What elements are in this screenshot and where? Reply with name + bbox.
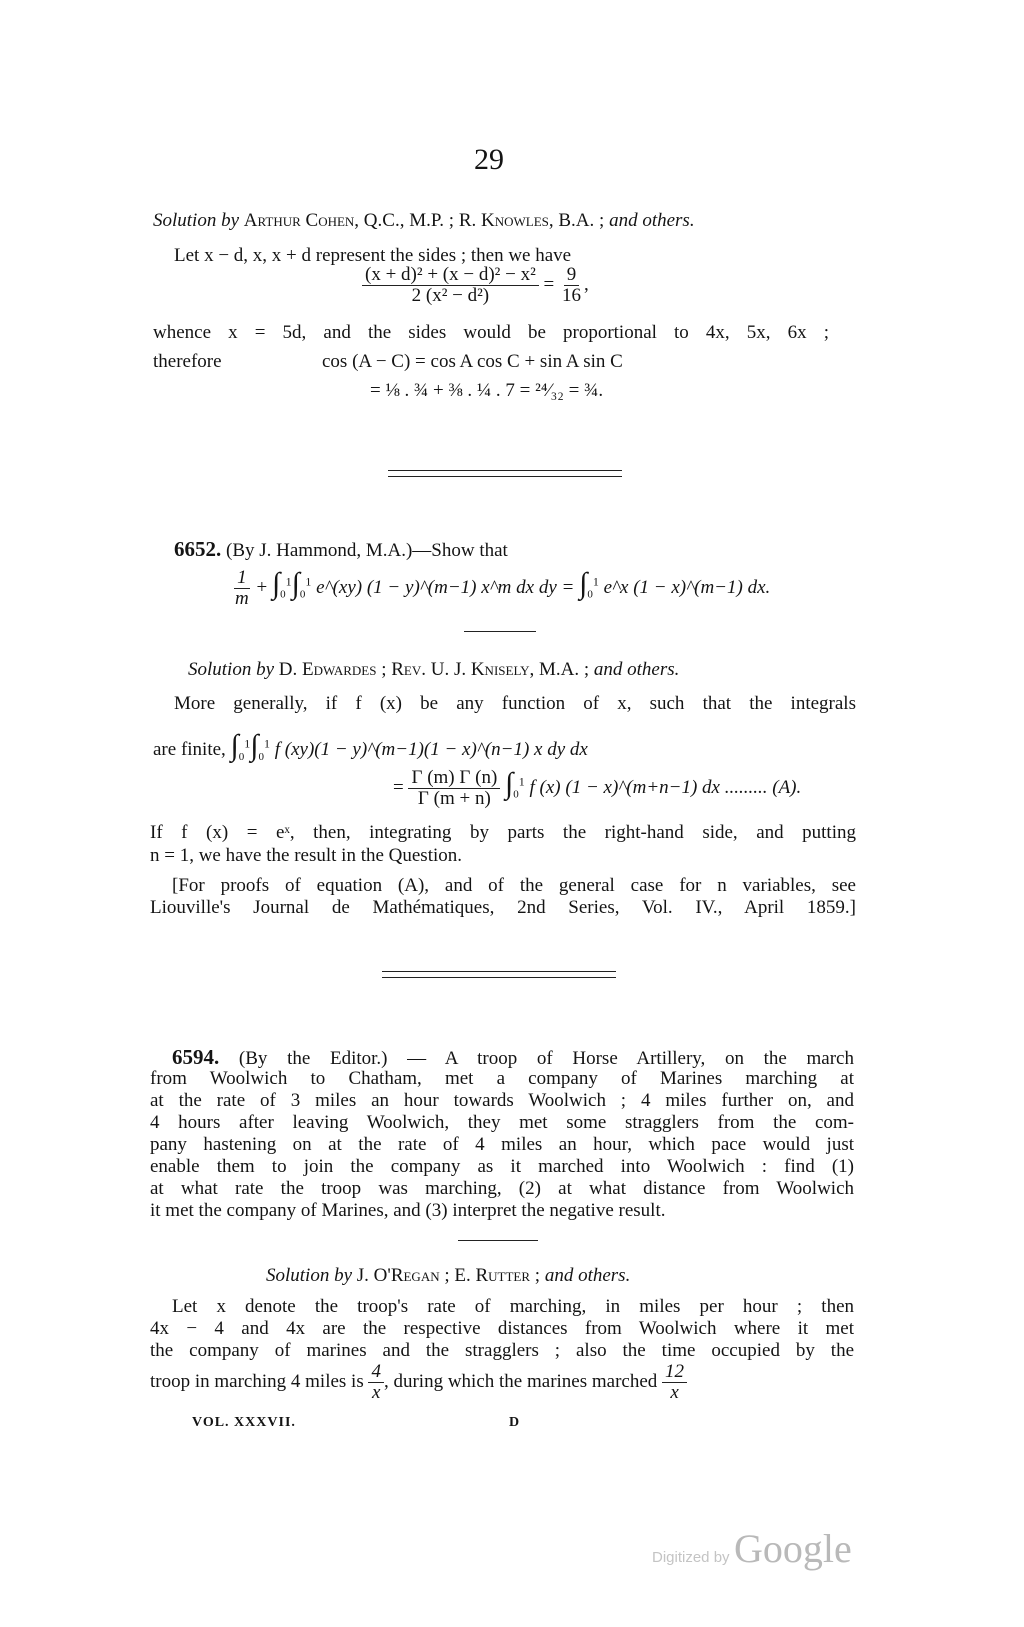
section-divider <box>388 476 622 477</box>
fraction-denominator: x <box>372 1382 381 1403</box>
short-divider <box>464 631 536 632</box>
solution2-line2: are finite, $\int_0^1\int_0^1$ f (xy)(1 − y)^(m−1)(1 − x)^(n−1) x dy dx <box>153 729 588 763</box>
solution1-line3-eq: cos (A − C) = cos A cos C + sin A sin C <box>322 351 623 372</box>
fraction-rhs <box>559 265 584 306</box>
fraction-denominator: x <box>670 1382 679 1403</box>
fraction-12-over-x <box>662 1362 687 1403</box>
solution2-line4: If f (x) = eˣ, then, integrating by parts the right-hand side, and putting <box>150 822 856 843</box>
integral-sign: ∫ <box>250 729 259 762</box>
short-divider <box>458 1240 538 1241</box>
integrand: f (xy)(1 − y)^(m−1)(1 − x)^(n−1) x dy dx <box>274 739 588 760</box>
equals-sign: = <box>543 273 555 295</box>
integrand: e^(xy) (1 − y)^(m−1) x^m dx dy = <box>316 576 575 598</box>
solution2-line1: More generally, if f (x) be any function of x, such that the integrals <box>174 693 856 714</box>
integral-sign: ∫ <box>291 566 300 600</box>
digitized-by-watermark <box>652 1525 852 1572</box>
integral-sign: ∫ <box>271 566 281 600</box>
fraction-numerator: 12 <box>662 1362 687 1383</box>
solution1-line4-eq: = ⅛ . ¾ + ⅜ . ¼ . 7 = ²⁴⁄₃₂ = ¾. <box>370 380 604 401</box>
volume-label: VOL. XXXVII. <box>192 1415 296 1430</box>
solution2-heading <box>188 659 679 681</box>
solution1-line2: whence x = 5d, and the sides would be proportional to 4x, 5x, 6x ; <box>153 322 829 343</box>
solution-by-label: Solution by <box>188 659 275 680</box>
solution1-heading <box>153 210 695 232</box>
gamma-fraction <box>408 768 500 809</box>
integrand: f (x) (1 − x)^(m+n−1) dx ......... (A). <box>529 776 802 798</box>
integral-sign: ∫ <box>230 729 239 762</box>
solution-by-label: Solution by <box>266 1265 353 1286</box>
section-divider <box>382 977 616 978</box>
plus-sign: + <box>256 576 268 598</box>
and-others: and others. <box>609 210 695 231</box>
watermark-prefix: Digitized by <box>652 1549 730 1566</box>
and-others: and others. <box>544 1265 631 1286</box>
integral-sign: ∫ <box>505 766 514 800</box>
fraction-denominator: 2 (x² − d²) <box>411 285 490 306</box>
question-6594-line: pany hastening on at the rate of 4 miles an hour, which pace would just <box>150 1134 854 1155</box>
solution3-line: the company of marines and the stragglers ; also the time occupied by the <box>150 1340 854 1361</box>
question-6594-line: enable them to join the company as it marched into Woolwich : find (1) <box>150 1156 854 1177</box>
gamma-denominator: Γ (m + n) <box>417 788 491 809</box>
question-6594-line: from Woolwich to Chatham, met a company of Marines marching at <box>150 1068 854 1089</box>
question-number: 6594. <box>172 1045 220 1069</box>
google-logo: Google <box>734 1526 852 1571</box>
question-6652-header <box>174 538 508 562</box>
fraction-lhs <box>362 265 539 306</box>
solution3-line: Let x denote the troop's rate of marching, in miles per hour ; then <box>172 1296 854 1317</box>
solution2-line3: = $\frac{\Gamma (m) \Gamma (n)}{\Gamma (m + n)}$ $\int_0^1$ f (x) (1 − x)^(m+n−1) dx ......... (A). <box>393 766 802 809</box>
question-author: (By J. Hammond, M.A.)—Show that <box>226 540 508 561</box>
signature-mark: D <box>509 1415 520 1430</box>
and-others: and others. <box>593 659 680 680</box>
solution1-line3-label: therefore <box>153 351 222 372</box>
solution1-fraction: $\frac{\text{(x + d)² + (x − d)² − x²}}{\text{2 (x² − d²)}}$ = $\frac{9}{16}$ , <box>362 265 589 306</box>
solution1-line1: Let x − d, x, x + d represent the sides ; then we have <box>174 245 572 266</box>
question-6594-line: at the rate of 3 miles an hour towards Woolwich ; 4 miles further on, and <box>150 1090 854 1111</box>
question-6652-formula: $\frac{1}{m}$ + $\int_0^1\int_0^1$ e^(xy) (1 − y)^(m−1) x^m dx dy = $\int_0^1$ e^x (1 − x)^(m−1) dx. <box>232 568 770 609</box>
question-number: 6652. <box>174 537 222 561</box>
equals-sign: = <box>393 776 404 798</box>
section-divider <box>382 971 616 972</box>
fraction-rhs-denominator: 16 <box>561 285 581 306</box>
solution2-note1: [For proofs of equation (A), and of the general case for n variables, see <box>172 875 856 896</box>
solution3-heading <box>266 1265 630 1287</box>
page-number: 29 <box>474 143 504 176</box>
question-6594-line: at what rate the troop was marching, (2) at what distance from Woolwich <box>150 1178 854 1199</box>
are-finite-label: are finite, <box>153 739 226 760</box>
solution2-note2: Liouville's Journal de Mathématiques, 2nd Series, Vol. IV., April 1859.] <box>150 897 856 918</box>
question-6594-line1 <box>172 1046 854 1070</box>
section-divider <box>388 470 622 471</box>
fraction-4-over-x <box>368 1362 384 1403</box>
solvers: Arthur Cohen, Q.C., M.P. ; R. Knowles, B.A. ; <box>243 210 605 231</box>
integral-sign: ∫ <box>579 566 588 600</box>
solvers: D. Edwardes ; Rev. U. J. Knisely, M.A. ; <box>278 659 590 680</box>
solution3-line: 4x − 4 and 4x are the respective distances from Woolwich where it met <box>150 1318 854 1339</box>
fraction-numerator: 4 <box>368 1362 384 1383</box>
solution3-last-line <box>150 1362 687 1403</box>
formula-fraction <box>232 568 252 609</box>
solution2-line5: n = 1, we have the result in the Question. <box>150 845 463 866</box>
question-6594-line: it met the company of Marines, and (3) interpret the negative result. <box>150 1200 666 1221</box>
gamma-numerator: Γ (m) Γ (n) <box>408 768 500 789</box>
integrand-right: e^x (1 − x)^(m−1) dx. <box>603 576 771 598</box>
solvers: J. O'Regan ; E. Rutter ; <box>356 1265 541 1286</box>
last-line-text: , during which the marines marched <box>383 1370 658 1392</box>
solution-by-label: Solution by <box>153 210 240 231</box>
fraction-rhs-numerator: 9 <box>564 265 580 286</box>
last-line-text: troop in marching 4 miles is <box>150 1370 364 1392</box>
fraction-numerator: (x + d)² + (x − d)² − x² <box>362 265 539 286</box>
question-text: (By the Editor.) — A troop of Horse Artillery, on the march <box>238 1048 854 1069</box>
formula-denominator: m <box>235 588 249 609</box>
formula-numerator: 1 <box>234 568 250 589</box>
question-6594-line: 4 hours after leaving Woolwich, they met some stragglers from the com- <box>150 1112 854 1133</box>
